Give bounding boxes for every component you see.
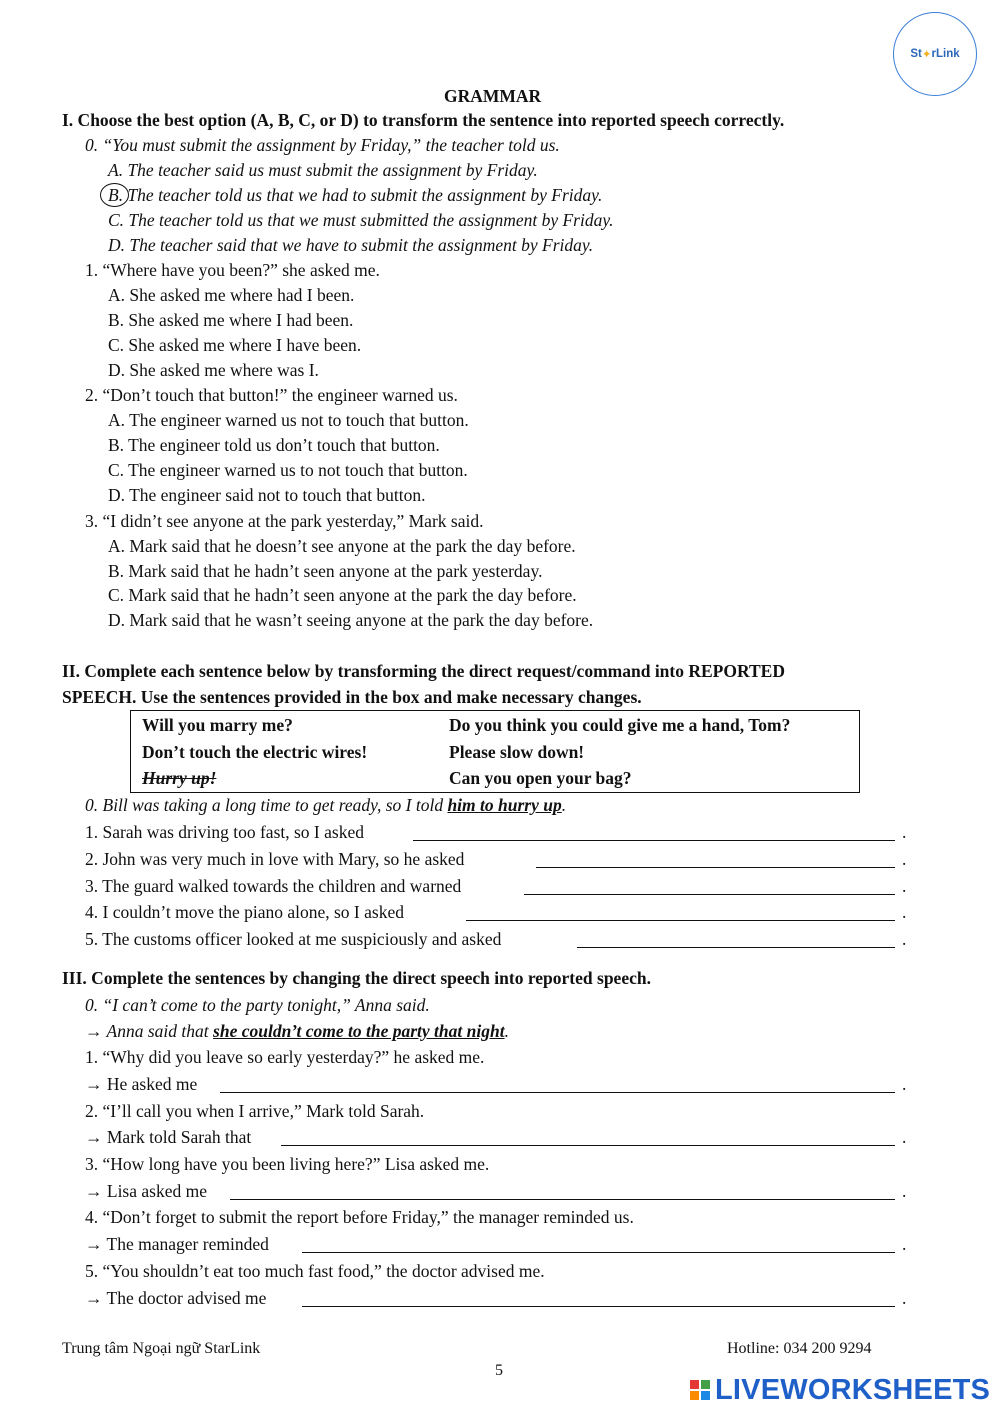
line-end: . bbox=[902, 929, 907, 949]
s1-q1-option-b[interactable]: B. She asked me where I had been. bbox=[108, 310, 354, 330]
s1-q3-stem: 3. “I didn’t see anyone at the park yesterday,” Mark said. bbox=[85, 511, 484, 531]
box-cell: Please slow down! bbox=[449, 742, 585, 762]
s1-q2-option-d[interactable]: D. The engineer said not to touch that button. bbox=[108, 485, 426, 505]
liveworksheets-watermark[interactable] bbox=[690, 1373, 990, 1407]
s3-item-1-prompt: → He asked me bbox=[85, 1074, 198, 1094]
s1-q3-option-a[interactable]: A. Mark said that he doesn’t see anyone at the park the day before. bbox=[108, 536, 576, 556]
box-cell-used: Hurry up! bbox=[142, 768, 217, 788]
s3-answer-line-2[interactable] bbox=[281, 1145, 895, 1146]
s1-q2-option-b[interactable]: B. The engineer told us don’t touch that button. bbox=[108, 435, 440, 455]
s1-q0-option-d: D. The teacher said that we have to submit the assignment by Friday. bbox=[108, 235, 594, 255]
s3-answer-line-1[interactable] bbox=[220, 1092, 895, 1093]
s3-example-answer: she couldn’t come to the party that night bbox=[213, 1021, 505, 1041]
line-end: . bbox=[902, 822, 907, 842]
s2-answer-line-2[interactable] bbox=[536, 867, 895, 868]
s1-q0-option-c: C. The teacher told us that we must submitted the assignment by Friday. bbox=[108, 210, 614, 230]
footer-hotline: Hotline: 034 200 9294 bbox=[727, 1340, 872, 1357]
s3-answer-line-5[interactable] bbox=[302, 1306, 895, 1307]
s1-q1-option-c[interactable]: C. She asked me where I have been. bbox=[108, 335, 362, 355]
box-cell: Will you marry me? bbox=[142, 715, 293, 735]
line-end: . bbox=[902, 1234, 907, 1254]
section2-heading-line1: II. Complete each sentence below by transforming the direct request/command into REPORTED bbox=[62, 661, 785, 681]
s2-answer-line-4[interactable] bbox=[466, 920, 895, 921]
s1-q1-option-a[interactable]: A. She asked me where had I been. bbox=[108, 285, 355, 305]
s1-q0-stem: 0. “You must submit the assignment by Friday,” the teacher told us. bbox=[85, 135, 560, 155]
s3-item-3-stem: 3. “How long have you been living here?” Lisa asked me. bbox=[85, 1154, 490, 1174]
liveworksheets-text: LIVEWORKSHEETS bbox=[715, 1373, 991, 1406]
section3-heading: III. Complete the sentences by changing the direct speech into reported speech. bbox=[62, 968, 651, 988]
page-title: GRAMMAR bbox=[444, 86, 542, 106]
s3-item-3-prompt: → Lisa asked me bbox=[85, 1181, 207, 1201]
s2-item-2: 2. John was very much in love with Mary, so he asked bbox=[85, 849, 465, 869]
s1-q0-option-b: B. The teacher told us that we had to submit the assignment by Friday. bbox=[108, 185, 603, 205]
s1-q3-option-c[interactable]: C. Mark said that he hadn’t seen anyone at the park the day before. bbox=[108, 585, 577, 605]
line-end: . bbox=[902, 849, 907, 869]
s3-item-5-prompt: → The doctor advised me bbox=[85, 1288, 267, 1308]
section1-heading: I. Choose the best option (A, B, C, or D) to transform the sentence into reported speech correctly. bbox=[62, 110, 785, 130]
s3-item-4-stem: 4. “Don’t forget to submit the report before Friday,” the manager reminded us. bbox=[85, 1207, 634, 1227]
s1-q3-option-b[interactable]: B. Mark said that he hadn’t seen anyone at the park yesterday. bbox=[108, 561, 543, 581]
line-end: . bbox=[902, 1127, 907, 1147]
s1-q0-option-a: A. The teacher said us must submit the assignment by Friday. bbox=[108, 160, 538, 180]
s1-q2-option-c[interactable]: C. The engineer warned us to not touch that button. bbox=[108, 460, 468, 480]
s2-item-1: 1. Sarah was driving too fast, so I asked bbox=[85, 822, 364, 842]
s3-item-2-stem: 2. “I’ll call you when I arrive,” Mark told Sarah. bbox=[85, 1101, 425, 1121]
s1-q2-option-a[interactable]: A. The engineer warned us not to touch that button. bbox=[108, 410, 469, 430]
s2-item-5: 5. The customs officer looked at me suspiciously and asked bbox=[85, 929, 502, 949]
s2-example-answer: him to hurry up bbox=[447, 795, 562, 815]
sentence-box bbox=[130, 710, 860, 793]
line-end: . bbox=[902, 876, 907, 896]
box-cell: Can you open your bag? bbox=[449, 768, 632, 788]
s3-item-1-stem: 1. “Why did you leave so early yesterday?” he asked me. bbox=[85, 1047, 485, 1067]
line-end: . bbox=[902, 902, 907, 922]
s3-item-5-stem: 5. “You shouldn’t eat too much fast food,” the doctor advised me. bbox=[85, 1261, 545, 1281]
logo-text-b: rLink bbox=[931, 48, 960, 60]
footer-center-name: Trung tâm Ngoại ngữ StarLink bbox=[62, 1340, 261, 1357]
starlink-logo bbox=[893, 12, 977, 96]
s3-answer-line-4[interactable] bbox=[302, 1252, 895, 1253]
s2-answer-line-1[interactable] bbox=[413, 840, 895, 841]
s2-example: 0. Bill was taking a long time to get ready, so I told him to hurry up. bbox=[85, 795, 567, 815]
s2-item-4: 4. I couldn’t move the piano alone, so I asked bbox=[85, 902, 404, 922]
liveworksheets-tiles-icon bbox=[690, 1380, 710, 1400]
s2-item-3: 3. The guard walked towards the children and warned bbox=[85, 876, 462, 896]
s2-answer-line-5[interactable] bbox=[577, 947, 895, 948]
s1-q2-stem: 2. “Don’t touch that button!” the engineer warned us. bbox=[85, 385, 458, 405]
line-end: . bbox=[902, 1181, 907, 1201]
s3-example-stem: 0. “I can’t come to the party tonight,” Anna said. bbox=[85, 995, 430, 1015]
box-cell: Do you think you could give me a hand, Tom? bbox=[449, 715, 791, 735]
s3-example-answer-line: → Anna said that she couldn’t come to the party that night. bbox=[85, 1021, 509, 1041]
logo-text-a: St bbox=[910, 48, 922, 60]
page-number: 5 bbox=[495, 1362, 503, 1379]
line-end: . bbox=[902, 1288, 907, 1308]
s3-item-2-prompt: → Mark told Sarah that bbox=[85, 1127, 252, 1147]
s2-answer-line-3[interactable] bbox=[524, 894, 895, 895]
s3-item-4-prompt: → The manager reminded bbox=[85, 1234, 269, 1254]
s1-q3-option-d[interactable]: D. Mark said that he wasn’t seeing anyone at the park the day before. bbox=[108, 610, 594, 630]
line-end: . bbox=[902, 1074, 907, 1094]
s1-q1-stem: 1. “Where have you been?” she asked me. bbox=[85, 260, 380, 280]
s1-q1-option-d[interactable]: D. She asked me where was I. bbox=[108, 360, 319, 380]
box-cell: Don’t touch the electric wires! bbox=[142, 742, 368, 762]
logo-star-icon: ✦ bbox=[921, 49, 932, 61]
s3-answer-line-3[interactable] bbox=[230, 1199, 895, 1200]
section2-heading-line2: SPEECH. Use the sentences provided in the box and make necessary changes. bbox=[62, 687, 642, 707]
